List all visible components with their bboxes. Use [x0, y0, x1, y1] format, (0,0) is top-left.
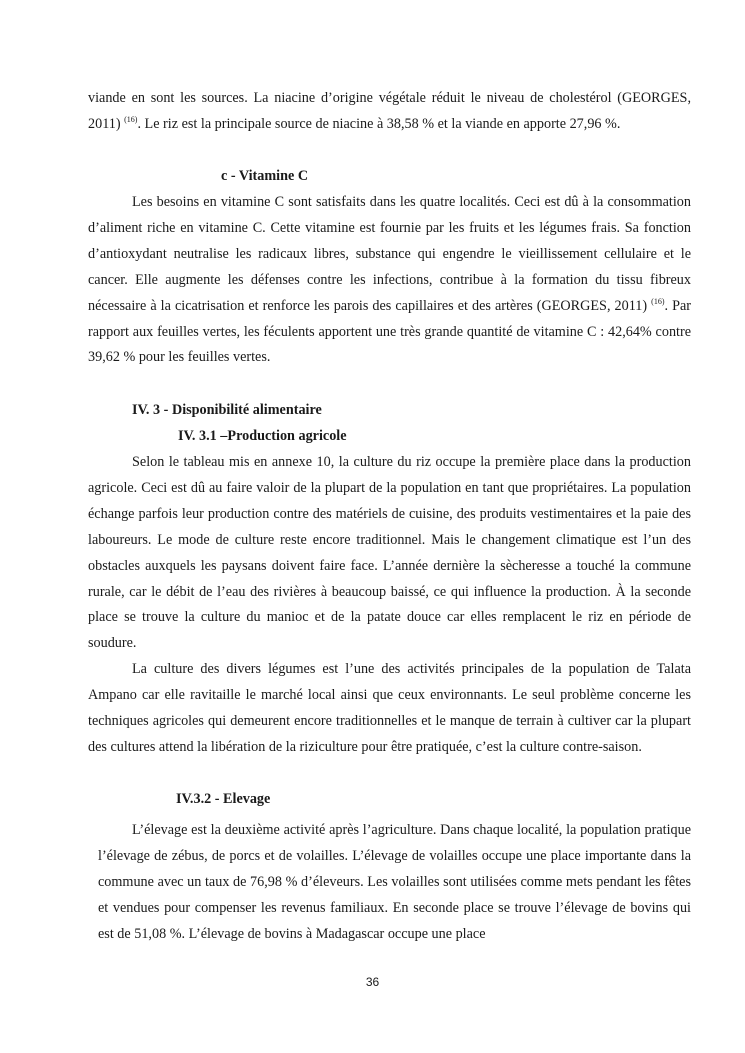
heading-elevage: IV.3.2 - Elevage: [176, 791, 271, 807]
text-run: . Le riz est la principale source de niacine à 38,58 % et la viande en apporte 27,96 %.: [137, 115, 621, 132]
reference-superscript: (16): [124, 114, 138, 124]
reference-superscript: (16): [651, 296, 665, 306]
paragraph-culture-legumes: La culture des divers légumes est l’une des activités principales de la population de Talata Ampano car elle ravitaille le marché local ainsi que ceux environnants. Le seul problème concerne les techniques agricoles qui demeurent encore traditionnelles et le manque de terrain à cultiver car la plupart des cultures attend la libération de la riziculture pour être pratiquée, c’est la culture contre-saison.: [88, 661, 691, 755]
heading-vitamine-c: c - Vitamine C: [221, 168, 309, 184]
heading-production-agricole: IV. 3.1 –Production agricole: [178, 428, 347, 444]
paragraph-production-riz: Selon le tableau mis en annexe 10, la culture du riz occupe la première place dans la production agricole. Ceci est dû au faire valoir de la plupart de la population en tant que propriétaires. La population échange parfois leur production contre des matériels de cuisine, des produits vestimentaires et la paie des laboureurs. Le mode de culture reste encore traditionnel. Mais le changement climatique est l’un des obstacles auxquels les paysans doivent faire face. L’année dernière la sècheresse a touché la commune rurale, car le débit de l’eau des rivières à beaucoup baissé, ce qui influence la production. À la seconde place se trouve la culture du manioc et de la patate douce car elles remplacent le riz en période de soudure.: [88, 454, 691, 652]
paragraph-elevage: L’élevage est la deuxième activité après l’agriculture. Dans chaque localité, la population pratique l’élevage de zébus, de porcs et de volailles. L’élevage de volailles occupe une place importante dans la commune avec un taux de 76,98 % d’éleveurs. Les volailles sont utilisées comme mets pendant les fêtes et vendues pour compenser les revenus familiaux. En seconde place se trouve l’élevage de bovins qui est de 51,08 %. L’élevage de bovins à Madagascar occupe une place: [98, 822, 691, 942]
text-run: Les besoins en vitamine C sont satisfaits dans les quatre localités. Ceci est dû à la consommation d’aliment riche en vitamine C. Cette vitamine est fournie par les fruits et les légumes frais. Sa fonction d’antioxydant neutralise les radicaux libres, substance qui engendre le vieillissement cellulaire et le cancer. Elle augmente les défenses contre les infections, contribue à la formation du tissu fibreux nécessaire à la cicatrisation et renforce les parois des capillaires et des artères (GEORGES, 2011): [88, 194, 691, 314]
paragraph-niacine: [88, 86, 691, 138]
page-number: 36: [365, 975, 380, 989]
heading-disponibilite-alimentaire: IV. 3 - Disponibilité alimentaire: [132, 402, 322, 418]
text-run: viande en sont les sources. La niacine d’origine végétale réduit le niveau de cholestérol (GEORGES, 2011): [88, 90, 691, 132]
text-run: . Par rapport aux feuilles vertes, les féculents apportent une très grande quantité de vitamine C : 42,64% contre 39,62 % pour les feuilles vertes.: [88, 297, 691, 366]
paragraph-vitamine-c: [88, 190, 691, 371]
